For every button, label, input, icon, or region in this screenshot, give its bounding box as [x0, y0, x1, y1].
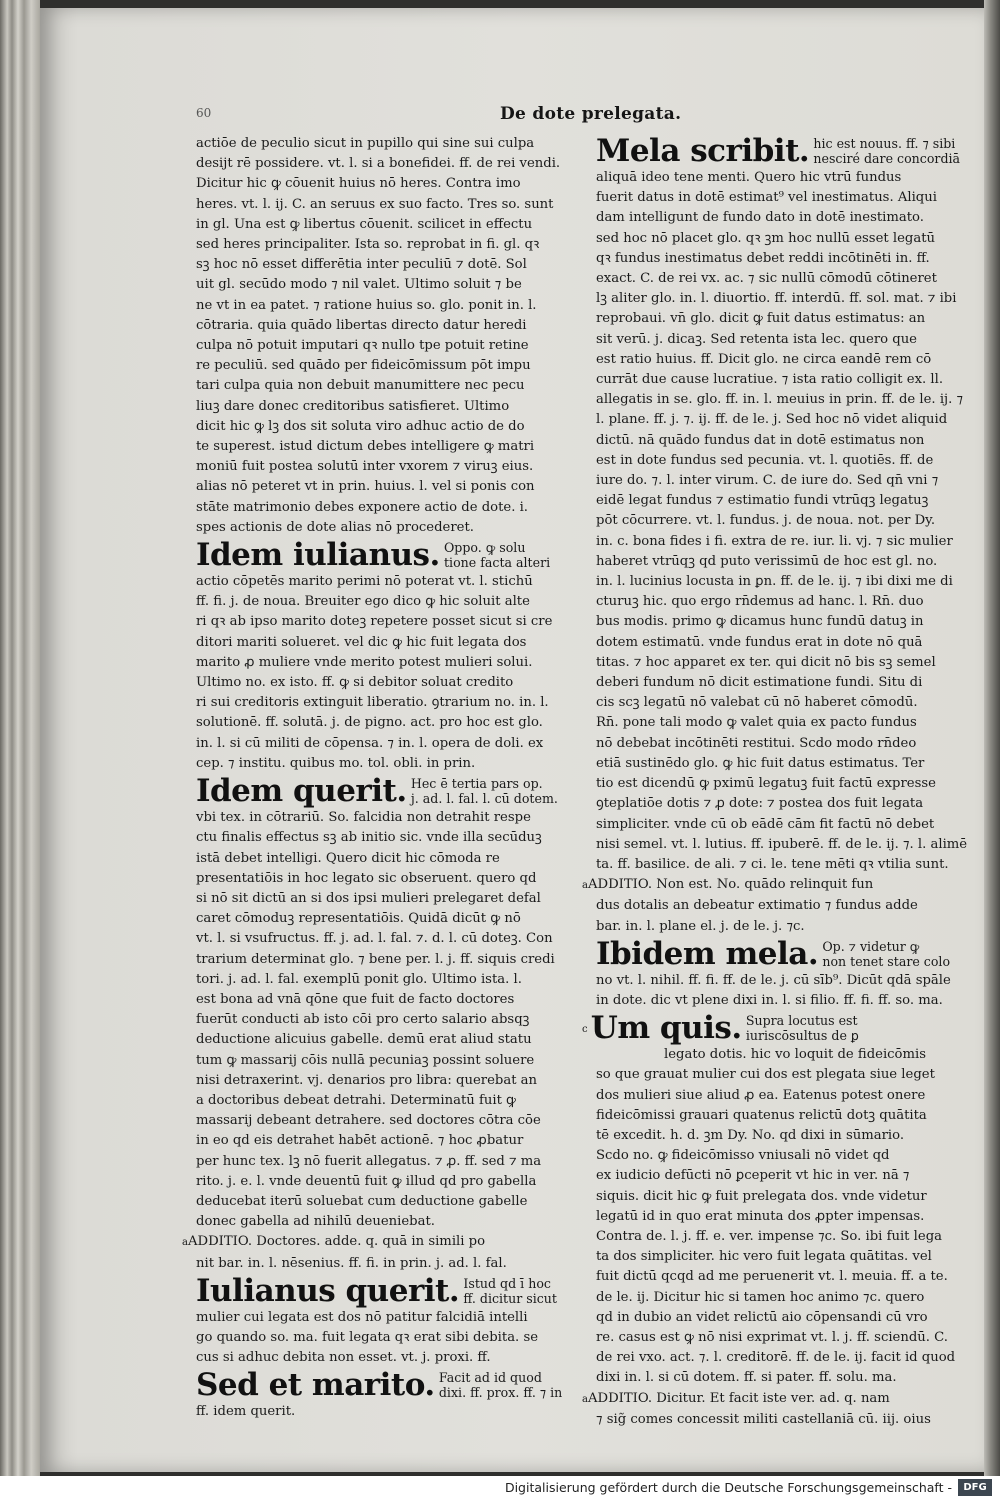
line-text: qd in dubio an videt relictū aio cōpensandi cū vro — [596, 1309, 928, 1325]
text-line — [596, 612, 924, 632]
text-line — [196, 828, 542, 848]
text-line — [196, 235, 540, 255]
line-text: Scdo no. ꝙ fideicōmisso vniusali nō videt qd — [596, 1148, 890, 1164]
line-text: siquis. dicit hic ꝙ fuit prelegata dos. vnde videtur — [596, 1188, 927, 1204]
text-line — [596, 471, 939, 491]
line-text: actiōe de peculio sicut in pupillo qui sine sui culpa — [196, 136, 535, 151]
line-text: sed hoc nō placet glo. qꝛ ꝫm hoc nullū esset legatū — [596, 230, 935, 246]
line-text: presentatiōis in hoc legato sic obseruent. quero qd — [196, 870, 537, 886]
line-text: de rei vxo. act. ⁊. l. creditorē. ff. de le. ij. facit id quod — [596, 1350, 956, 1366]
line-text: dixi in. l. si cū dotem. ff. si pater. ff. solu. ma. — [596, 1370, 897, 1386]
text-line — [196, 1152, 542, 1172]
text-line — [596, 1267, 948, 1287]
line-text: qꝛ fundus inestimatus debet reddi incōtinēti in. ff. — [596, 250, 930, 266]
text-line — [196, 498, 528, 518]
line-text: vt. l. si vsufructus. ff. j. ad. l. fal. ⁊. d. l. cū doteꝫ. Con — [196, 931, 553, 947]
text-line — [596, 1207, 925, 1227]
text-line — [196, 376, 525, 396]
rubric-gloss-line: nesciré dare concordiā — [813, 151, 961, 166]
line-text: dicit hic ꝙ lꝫ dos sit soluta viro adhuc actio de do — [196, 418, 525, 434]
text-line — [596, 249, 930, 269]
text-line — [596, 309, 926, 329]
line-text: uit gl. secūdo modo ⁊ nil valet. Ultimo soluit ⁊ be — [196, 277, 522, 293]
text-line — [196, 1212, 512, 1232]
text-line — [596, 991, 943, 1011]
text-line — [196, 713, 543, 733]
text-line — [596, 552, 938, 572]
line-text: te superest. istud dictum debes intelligere ꝙ matri — [196, 439, 535, 455]
rubric-gloss — [822, 939, 950, 969]
text-line — [196, 990, 515, 1010]
line-text: Contra de. l. j. ff. e. ver. impense ⁊c. So. ibi fuit lega — [596, 1228, 943, 1244]
text-line — [596, 1410, 931, 1430]
line-text: no vt. l. nihil. ff. fi. ff. de le. j. cū sīb⁹. Dicūt qdā spāle — [596, 972, 951, 988]
book-block-edge — [0, 0, 40, 1476]
rubric-gloss-line: Facit ad id quod — [438, 1370, 542, 1386]
rubric-gloss-line: ff. dicitur sicut — [463, 1290, 557, 1306]
rubric-gloss-line: Op. ⁊ videtur ꝙ — [822, 938, 920, 954]
text-line — [596, 734, 916, 754]
rubric-gloss-line: iuriscōsultus de ꝑ — [745, 1028, 859, 1044]
text-line — [196, 215, 533, 235]
line-text: etiā sustinēdo glo. ꝙ hic fuit datus estimatus. Ter — [596, 755, 925, 771]
text-line — [596, 451, 934, 471]
line-text: deberi fundum nō dicit estimatione fundi. Situ di — [596, 675, 923, 691]
line-text: dos mulieri siue aliud ꝓ ea. Eatenus potest onere — [596, 1087, 926, 1103]
line-text: aliquā ideo tene menti. Quero hic vtrū fundus — [596, 170, 902, 185]
line-text: tari culpa quia non debuit manumittere nec pecu — [196, 378, 525, 394]
line-text: Rn̄. pone tali modo ꝙ valet quia ex pacto fundus — [596, 715, 917, 731]
rubric-gloss-line: Istud qd ī hoc — [463, 1275, 551, 1291]
text-line — [596, 168, 916, 188]
line-text: currāt due cause lucratiue. ⁊ ista ratio colligit ex. ll. — [596, 372, 944, 388]
line-text: cōtraria. quia quādo libertas directo datur heredi — [196, 317, 527, 333]
rubric-gloss-line: j. ad. l. fal. l. cū dotem. — [410, 791, 558, 807]
line-text: ta dos simpliciter. hic vero fuit legata quātitas. vel — [596, 1249, 932, 1265]
text-line — [196, 134, 535, 154]
line-text: fuerit datus in dotē estimat⁹ vel inestimatus. Aliqui — [596, 190, 937, 206]
line-text: go quando so. ma. fuit legata qꝛ erat sibi debita. se — [196, 1329, 539, 1345]
text-line — [596, 1187, 927, 1207]
line-text: istā debet intelligi. Quero dicit hic cōmoda re — [196, 850, 500, 866]
text-line — [196, 1308, 528, 1328]
line-text: ne vt in ea patet. ⁊ ratione huius so. glo. ponit in. l. — [196, 297, 537, 313]
text-line — [196, 734, 544, 754]
running-head: De dote prelegata. — [500, 104, 682, 124]
line-text: in. l. lucinius locusta in ꝑn. ff. de le. ij. ⁊ ibi dixi me di — [596, 574, 953, 590]
left-column — [182, 134, 563, 1423]
text-line — [196, 1254, 512, 1274]
margin-mark: a — [582, 1393, 588, 1405]
line-text: bar. in. l. plane el. j. de le. j. ⁊c. — [596, 918, 805, 934]
line-text: dus dotalis an debeatur extimatio ⁊ fundus adde — [596, 898, 918, 914]
text-line — [196, 1071, 538, 1091]
rubric-gloss-line: Oppo. ꝙ solu — [443, 540, 526, 556]
text-line — [596, 835, 968, 855]
line-text: trarium determinat glo. ⁊ bene per. l. j. ff. siquis credi — [196, 951, 555, 967]
section-heading — [596, 133, 961, 169]
line-text: liuꝫ dare donec creditoribus satisfieret. Ultimo — [196, 398, 510, 414]
section-heading — [196, 537, 551, 574]
line-text: nit bar. in. l. nēsenius. ff. fi. in prin. j. ad. l. fal. — [196, 1255, 507, 1271]
line-text: actio cōpetēs marito perimi nō poterat vt. l. stichū — [196, 574, 533, 590]
line-text: ADDITIO. Dicitur. Et facit iste ver. ad. q. nam — [587, 1390, 890, 1406]
rubric-title: Um quis. — [590, 1010, 742, 1047]
line-text: desijt rē possidere. vt. l. si a bonefidei. ff. de rei vendi. — [196, 156, 561, 172]
text-line — [596, 1045, 926, 1065]
line-text: Dicitur hic ꝙ cōuenit huius nō heres. Contra imo — [196, 176, 521, 192]
text-line — [596, 693, 916, 713]
line-text: ꝯteplatiōe dotis ⁊ ꝓ dote: ⁊ postea dos fuit legata — [596, 796, 924, 812]
rubric-gloss-line: non tenet stare colo — [822, 953, 951, 969]
text-line — [596, 673, 923, 693]
text-line — [596, 971, 951, 991]
line-text: ff. fi. j. de noua. Breuiter ego dico ꝙ hic soluit alte — [196, 594, 530, 610]
text-line — [196, 653, 533, 673]
line-text: simpliciter. vnde cū ob eādē cām fit factū nō debet — [596, 816, 935, 832]
margin-mark: a — [582, 880, 588, 892]
line-text: nisi detraxerint. vj. denarios pro libra: querebat an — [196, 1072, 538, 1088]
line-text: ditori mariti solueret. vel dic ꝙ hic fuit legata dos — [196, 634, 527, 650]
text-line — [596, 229, 935, 249]
text-line — [196, 889, 541, 909]
line-text: cturuꝫ hic. quo ergo rn̄demus ad hanc. l. Rn̄. duo — [596, 594, 924, 610]
margin-mark: a — [182, 1237, 188, 1249]
text-line — [196, 1172, 537, 1192]
line-text: in eo qd eis detrahet habēt actionē. ⁊ hoc ꝓbatur — [196, 1133, 524, 1149]
line-text: bus modis. primo ꝙ dicamus hunc fundū datuꝫ in — [596, 614, 924, 630]
line-text: titas. ⁊ hoc apparet ex ter. qui dicit nō bis sꝫ semel — [596, 654, 936, 670]
text-line — [196, 437, 535, 457]
line-text: legato dotis. hic vo loquit de fideicōmis — [664, 1047, 926, 1063]
text-line — [596, 1308, 928, 1328]
text-line — [596, 815, 935, 835]
line-text: fuit dictū qcqd ad me peruenerit vt. l. meuia. ff. a te. — [596, 1269, 948, 1285]
rubric-gloss — [813, 136, 960, 166]
text-line — [196, 356, 531, 376]
text-line — [196, 174, 521, 194]
text-line — [196, 572, 533, 592]
text-line — [196, 296, 537, 316]
page-right-edge — [984, 0, 1000, 1476]
line-text: solutionē. ff. solutā. j. de pigno. act. pro hoc est glo. — [196, 715, 543, 731]
text-line — [596, 1368, 916, 1388]
text-line — [196, 336, 529, 356]
section-heading — [196, 1367, 563, 1404]
text-line — [196, 592, 530, 612]
line-text: spes actionis de dote alias nō procederet. — [196, 519, 474, 535]
text-line — [596, 1146, 916, 1166]
line-text: vbi tex. in cōtrariū. So. falcidia non detrahit respe — [196, 810, 531, 826]
text-line — [596, 1106, 927, 1126]
text-line — [596, 917, 916, 937]
line-text: ff. idem querit. — [196, 1404, 296, 1420]
text-line — [596, 1065, 935, 1085]
line-text: dotem estimatū. vnde fundus erat in dote nō quā — [596, 634, 923, 650]
line-text: nō debebat incōtinēti restitui. Scdo modo rn̄deo — [596, 735, 917, 751]
text-line — [596, 269, 937, 289]
line-text: haberet vtrūqꝫ qd puto verissimū de hoc est gl. no. — [596, 553, 938, 569]
line-text: stāte matrimonio debes exponere actio de dote. i. — [196, 499, 528, 515]
rubric-gloss-line: Supra locutus est — [745, 1013, 858, 1029]
line-text: ADDITIO. Doctores. adde. q. quā in simili po — [187, 1234, 486, 1250]
text-line — [196, 909, 521, 929]
line-text: cis scꝫ legatū nō valebat cū nō haberet cōmodū. — [596, 695, 918, 711]
rubric-title: Ibidem mela. — [596, 935, 819, 972]
text-line — [196, 1348, 512, 1368]
section-heading — [196, 1272, 557, 1309]
line-text: ri qꝛ ab ipso marito doteꝫ repetere posset sicut si cre — [196, 614, 553, 630]
text-line — [596, 431, 925, 451]
text-line — [196, 754, 512, 774]
line-text: culpa nō potuit imputari qꝛ nullo tpe potuit retine — [196, 338, 529, 354]
line-text: si nō sit dictū an si dos ipsi mulieri prelegaret defal — [196, 890, 541, 906]
text-line — [196, 633, 527, 653]
line-text: Ultimo no. ex isto. ff. ꝙ si debitor soluat credito — [196, 675, 514, 691]
line-text: caret cōmoduꝫ representatiōis. Quidā dicūt ꝙ nō — [196, 911, 521, 927]
text-line — [196, 255, 527, 275]
text-line — [596, 1126, 916, 1146]
text-line — [196, 1010, 530, 1030]
text-line — [596, 1288, 925, 1308]
line-text: cus si adhuc debita non esset. vt. j. proxi. ff. — [196, 1350, 491, 1366]
line-text: eidē legat fundus ⁊ estimatio fundi vtrūqꝫ legatuꝫ — [596, 493, 929, 509]
line-text: est bona ad vnā qōne que fuit de facto doctores — [196, 991, 515, 1007]
line-text: moniū fuit postea solutū inter vxorem ⁊ viruꝫ eius. — [196, 459, 534, 475]
line-text: allegatis in se. glo. ff. in. l. meuius in prin. ff. de le. ij. ⁊ — [596, 392, 964, 408]
margin-mark: c — [582, 1023, 591, 1035]
rubric-gloss — [444, 540, 550, 570]
line-text: dictū. nā quādo fundus dat in dotē estimatus non — [596, 432, 925, 448]
line-text: fideicōmissi grauari quatenus relictū dotꝫ quātita — [596, 1107, 927, 1123]
line-text: tē excedit. h. d. ꝫm Dy. No. qd dixi in sūmario. — [596, 1127, 905, 1143]
line-text: l. plane. ff. j. ⁊. ij. ff. de le. j. Sed hoc nō videt aliquid — [596, 412, 948, 428]
text-line — [596, 794, 924, 814]
text-line — [596, 896, 916, 916]
line-text: est in dote fundus sed pecunia. vt. l. quotiēs. ff. de — [596, 452, 934, 468]
rubric-gloss — [439, 1370, 562, 1400]
line-text: ADDITIO. Non est. No. quādo relinquit fun — [587, 877, 874, 893]
text-line — [582, 875, 916, 896]
text-line — [596, 410, 948, 430]
text-line — [196, 808, 531, 828]
text-line — [196, 1030, 532, 1050]
line-text: heres. vt. l. ij. C. an seruus ex suo facto. Tres so. sunt — [196, 196, 554, 212]
text-line — [596, 1166, 916, 1186]
line-text: iure do. ⁊. l. inter virum. C. de iure do. Sed qn̄ vni ⁊ — [596, 473, 939, 489]
rubric-title: Idem iulianus. — [196, 537, 440, 574]
text-line — [596, 774, 936, 794]
text-line — [196, 1402, 512, 1422]
text-line — [196, 612, 553, 632]
text-line — [596, 1086, 926, 1106]
text-line — [196, 275, 522, 295]
rubric-gloss — [411, 776, 558, 806]
line-text: est ratio huius. ff. Dicit glo. ne circa eandē rem cō — [596, 351, 932, 367]
text-line — [196, 929, 553, 949]
text-line — [196, 417, 525, 437]
rubric-gloss — [746, 1013, 859, 1043]
line-text: cep. ⁊ institu. quibus mo. tol. obli. in prin. — [196, 755, 476, 771]
line-text: ta. ff. basilice. de ali. ⁊ ci. le. tene mēti qꝛ vtilia sunt. — [596, 856, 949, 872]
text-line — [596, 713, 916, 733]
text-line — [596, 511, 936, 531]
footer-credit: Digitalisierung gefördert durch die Deutsche Forschungsgemeinschaft - — [504, 1480, 952, 1495]
text-line — [196, 1192, 528, 1212]
text-line — [596, 1247, 932, 1267]
text-line — [596, 572, 953, 592]
text-line — [196, 397, 512, 417]
line-text: reprobaui. vn̄ glo. dicit ꝙ fuit datus estimatus: an — [596, 311, 926, 327]
line-text: deductione alicuius gabelle. demū erat aliud statu — [196, 1032, 532, 1048]
line-text: alias nō peteret vt in prin. huius. l. vel si ponis con — [196, 479, 535, 495]
text-line — [596, 1348, 956, 1368]
text-line — [196, 869, 537, 889]
dfg-logo[interactable]: DFG — [958, 1479, 992, 1496]
line-text: lꝫ aliter glo. in. l. diuortio. ff. interdū. ff. sol. mat. ⁊ ibi — [596, 291, 957, 307]
line-text: in. c. bona fides i fi. extra de re. iur. li. vj. ⁊ sic mulier — [596, 533, 953, 549]
line-text: ctu finalis effectus sꝫ ab initio sic. vnde illa secūduꝫ — [196, 830, 542, 846]
line-text: ⁊ sig̃ comes concessit militi castellaniā cū. iij. oius — [596, 1411, 931, 1427]
text-line — [596, 653, 936, 673]
text-line — [596, 855, 949, 875]
text-line — [196, 1328, 539, 1348]
text-line — [196, 477, 535, 497]
line-text: rito. j. e. l. vnde deuentū fuit ꝙ illud qd pro gabella — [196, 1173, 537, 1189]
text-line — [596, 633, 923, 653]
rubric-gloss-line: tione facta alteri — [443, 555, 551, 571]
text-line — [196, 970, 522, 990]
line-text: fuerūt conducti ab isto cōi pro certo salario absqꝫ — [196, 1012, 530, 1028]
line-text: re. casus est ꝙ nō nisi exprimat vt. l. j. ff. sciendū. C. — [596, 1329, 948, 1345]
text-line — [596, 330, 916, 350]
line-text: nisi semel. vt. l. lutius. ff. ipuberē. ff. de le. ij. ⁊. l. alimē — [596, 836, 968, 852]
text-line — [196, 1111, 541, 1131]
text-line — [596, 370, 944, 390]
text-line — [196, 950, 555, 970]
text-line — [596, 754, 925, 774]
line-text: deducebat iterū soluebat cum deductione gabelle — [196, 1193, 528, 1209]
text-line — [196, 195, 554, 215]
section-heading — [196, 773, 558, 810]
text-line — [596, 188, 937, 208]
line-text: legatū id in quo erat minuta dos ꝓpter impensas. — [596, 1208, 925, 1224]
line-text: donec gabella ad nihilū deueniebat. — [196, 1214, 435, 1230]
text-line — [582, 1389, 916, 1410]
rubric-gloss-line: Hec ē tertia pars op. — [410, 776, 543, 792]
line-text: in. l. si cū militi de cōpensa. ⁊ in. l. opera de doli. ex — [196, 735, 544, 751]
line-text: pōt cōcurrere. vt. l. fundus. j. de noua. not. per Dy. — [596, 513, 936, 529]
text-line — [596, 390, 964, 410]
line-text: a doctoribus debeat detrahi. Determinatū fuit ꝙ — [196, 1092, 516, 1108]
rubric-title: Sed et marito. — [196, 1367, 435, 1404]
rubric-title: Mela scribit. — [596, 133, 810, 169]
text-line — [196, 518, 512, 538]
rubric-title: Iulianus querit. — [196, 1272, 460, 1309]
text-line — [596, 208, 924, 228]
rubric-title: Idem querit. — [196, 773, 407, 810]
line-text: dam intelligunt de fundo dato in dotē inestimato. — [596, 210, 924, 226]
text-line — [596, 491, 929, 511]
line-text: in dote. dic vt plene dixi in. l. si filio. ff. fi. ff. so. ma. — [596, 992, 943, 1008]
footer-bar — [0, 1476, 1000, 1500]
text-line — [596, 1328, 948, 1348]
page-number: 60 — [196, 106, 212, 120]
line-text: tum ꝙ massarij cōis nullā pecuniaꝫ possint soluere — [196, 1052, 535, 1068]
text-line — [182, 1232, 512, 1253]
line-text: exact. C. de rei vx. ac. ⁊ sic nullū cōmodū cōtineret — [596, 271, 937, 287]
line-text: re peculiū. sed quādo per fideicōmissum pōt impu — [196, 358, 531, 374]
right-column — [582, 133, 968, 1430]
line-text: sꝫ hoc nō esset differētia inter peculiū ⁊ dotē. Sol — [196, 257, 527, 273]
line-text: tori. j. ad. l. fal. exemplū ponit glo. Ultimo ista. l. — [196, 971, 522, 987]
text-line — [196, 849, 512, 869]
text-line — [596, 289, 957, 309]
text-line — [596, 1227, 943, 1247]
line-text: mulier cui legata est dos nō patitur falcidiā intelli — [196, 1309, 528, 1325]
line-text: ex iudicio defūcti nō ꝑceperit vt hic in ver. nā ⁊ — [596, 1168, 910, 1184]
line-text: ri sui creditoris extinguit liberatio. ꝯtrarium no. in. l. — [196, 695, 549, 711]
line-text: so que grauat mulier cui dos est plegata siue leget — [596, 1067, 935, 1083]
text-line — [596, 350, 932, 370]
section-heading — [582, 1010, 916, 1047]
rubric-gloss-line: hic est nouus. ff. ⁊ sibi — [813, 136, 956, 151]
rubric-gloss — [463, 1276, 557, 1306]
rubric-gloss-line: dixi. ff. prox. ff. ⁊ in — [438, 1385, 563, 1401]
text-line — [196, 316, 527, 336]
text-line — [196, 1051, 535, 1071]
line-text: marito ꝓ muliere vnde merito potest mulieri solui. — [196, 654, 533, 670]
text-line — [596, 592, 924, 612]
text-line — [196, 1131, 524, 1151]
line-text: per hunc tex. lꝫ nō fuerit allegatus. ⁊ ꝓ. ff. sed ⁊ ma — [196, 1153, 542, 1169]
line-text: tio est dicendū ꝙ pximū legatuꝫ fuit factū expresse — [596, 776, 936, 792]
text-line — [196, 457, 534, 477]
line-text: sed heres principaliter. Ista so. reprobat in fi. gl. qꝛ — [196, 237, 540, 253]
text-line — [196, 1091, 516, 1111]
text-line — [196, 673, 512, 693]
line-text: de le. ij. Dicitur hic si tamen hoc animo ⁊c. quero — [596, 1289, 925, 1305]
text-line — [196, 693, 549, 713]
section-heading — [596, 935, 951, 972]
line-text: sit verū. j. dicaꝫ. Sed retenta ista lec. quero que — [596, 331, 917, 347]
text-line — [196, 154, 561, 174]
line-text: massarij debeant detrahere. sed doctores cōtra cōe — [196, 1113, 541, 1129]
line-text: in gl. Una est ꝙ libertus cōuenit. scilicet in effectu — [196, 216, 533, 232]
text-line — [596, 532, 953, 552]
